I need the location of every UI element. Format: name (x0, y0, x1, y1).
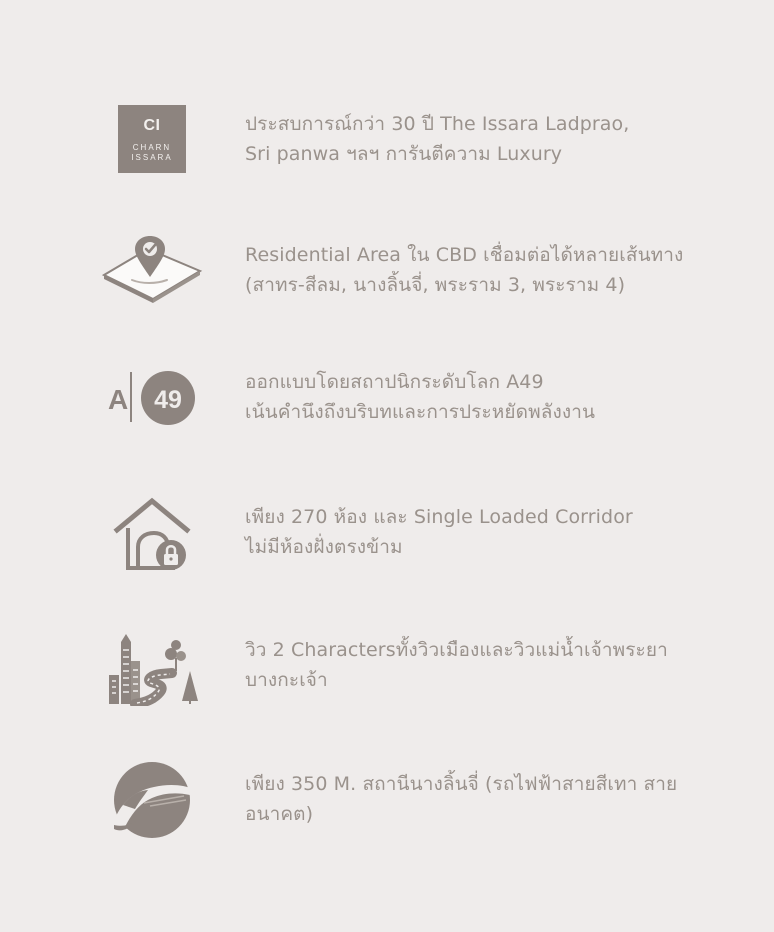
feature-line: Residential Area ใน CBD เชื่อมต่อได้หลายเส้นทาง (245, 244, 684, 266)
feature-item-experience (0, 100, 774, 180)
logo-mark: CI (143, 117, 161, 134)
feature-item-view (0, 626, 774, 706)
feature-item-location (0, 231, 774, 311)
feature-line: เน้นคำนึงถึงบริบทและการประหยัดพลังงาน (245, 401, 596, 423)
feature-line: บางกะเจ้า (245, 669, 328, 691)
logo-text-issara: ISSARA (131, 153, 173, 162)
map-location-pin-icon (100, 231, 204, 311)
feature-item-corridor (0, 493, 774, 573)
charn-issara-logo-icon (100, 100, 204, 180)
feature-line: ไม่มีห้องฝั่งตรงข้าม (245, 536, 403, 558)
feature-text (245, 240, 745, 300)
a49-badge-left: A (108, 384, 129, 415)
feature-line: เพียง 270 ห้อง และ Single Loaded Corridor (245, 506, 633, 528)
feature-text (245, 502, 745, 562)
feature-line: Sri panwa ฯลฯ การันตีความ Luxury (245, 143, 563, 165)
a49-logo-icon (100, 358, 204, 438)
logo-text-charn: CHARN (132, 143, 172, 152)
feature-item-train (0, 760, 774, 840)
city-river-view-icon (100, 626, 204, 706)
feature-text (245, 109, 745, 169)
feature-item-architect (0, 358, 774, 438)
feature-line: ประสบการณ์กว่า 30 ปี The Issara Ladprao, (245, 113, 630, 135)
feature-line: เพียง 350 M. สถานีนางลิ้นจี่ (รถไฟฟ้าสายสีเทา สาย (245, 773, 678, 795)
train-icon (100, 760, 204, 840)
house-lock-icon (100, 493, 204, 573)
feature-text (245, 635, 745, 695)
feature-line: วิว 2 Charactersทั้งวิวเมืองและวิวแม่น้ำเจ้าพระยา (245, 639, 668, 661)
feature-line: ออกแบบโดยสถาปนิกระดับโลก A49 (245, 371, 544, 393)
a49-badge-right: 49 (154, 386, 182, 414)
feature-line: (สาทร-สีลม, นางลิ้นจี่, พระราม 3, พระราม 4) (245, 274, 626, 296)
feature-line: อนาคต) (245, 803, 314, 825)
feature-text (245, 367, 745, 427)
charn-issara-logo-box (118, 105, 186, 173)
feature-text (245, 769, 745, 829)
